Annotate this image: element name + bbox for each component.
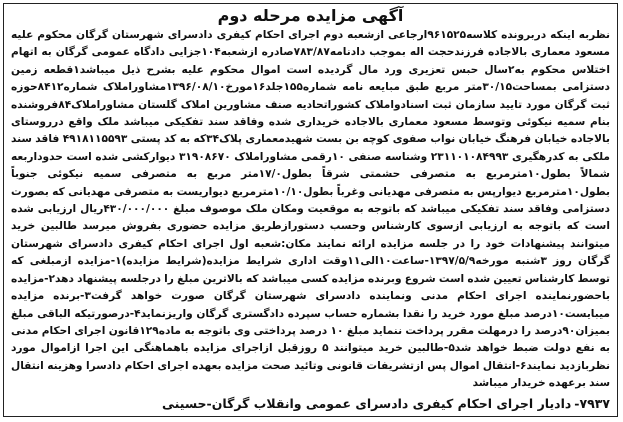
- notice-signature: دادیار اجرای احکام کیفری دادسرای عمومی وانقلاب گرگان-حسینی: [161, 395, 572, 411]
- notice-footer: [11, 394, 610, 414]
- notice-code: ۷۹۳۷-: [574, 395, 610, 411]
- auction-notice: [3, 3, 618, 417]
- notice-body: نظربه اینکه دربرونده کلاسه۹۶۱۵۲۵ارجاعی ازشعبه دوم اجرای احکام کیفری دادسرای شهرستان گرگان محکوم علیه مسعود معماری بالاجاده فرزندحجت اله بموجب دادنامه۷۸۳/۸۷صادره ازشعبه۱۰۴جزایی دادگاه عمومی گرگان به اتهام اختلاس محکوم به۲سال حبس تعزیری ورد مال گردیده است اموال محکوم علیه بشرح ذیل میباشد۱قطعه زمین دستزامی بمساحت۳۰/۱۵متر مربع طبق مبایعه نامه شماره۱۵۵جلد۱۶مورخ۱۳۹۶/۰۸/۱۰مشاوراملاک شماره۸۴۱۲حوزه ثبت گرگان مورد تایید سازمان ثبت اسنادواملاک کشوراتحادیه صنف مشاورین املاک گلستان مشاوراملاک۸۴فروشنده بنام سمیه نیکوئی وتوسط مسعود معماری بالاجاده خریداری شده وفاقد سند تفکیکی میباشد ملک واقع درروستای بالاجاده خیابان فرهنگ خیابان نواب صفوی کوچه بن بست شهیدمعماری پلاک۳۴که به کد پستی ۴۹۱۸۱۱۵۵۹۳ فاقد سند ملکی به کدرهگیری ۲۳۱۱۰۱۰۸۴۹۹۳ وشناسه صنفی ۱۰رقمی مشاوراملاک ۳۱۹۰۸۶۷۰ دیوارکشی شده است حدوداربعه شمالاً بطول۱۰مترمربع به متصرفی حشمتی شرقاً بطول۱۷/۰متر مربع به متصرفی سمیه نیکوئی جنوباً بطول۱۰مترمربع دیوارپس به متصرفی مهدیانی وغرباً بطول۱۰/۱۰مترمربع دیواریست به متصرفی مهدیانی که بصورت دستزامی وفاقد سند تفکیکی میباشد که باتوجه به موقعیت ومکان ملک موصوف مبلغ ۴۳۰/۰۰۰/۰۰۰ریال ارزیابی شده است که باتوجه به ارزیابی ازسوی کارشناس وحسب دستورازطریق مزایده حضوری بفروش میرسد طالبین خرید میتوانند پیشنهادات خود را در جلسه مزایده ارائه نمایند مکان:شعبه اول اجرای احکام کیفری دادسرای شهرستان گرگان روز ۳شنبه مورخه۱۳۹۷/۵/۹-ساعت۱۰الی۱۱وقت اداری شرایط مزایده(شرایط مزایده)۱-مزایده ازمبلغی که توسط کارشناس تعیین شده است شروع وبرنده مزایده کسی میباشد که بالاترین مبلغ را درجلسه پیشنهاد دهد۲-مزایده باحضورنماینده اجرای احکام مدنی ونماینده دادسرای شهرستان گرگان صورت خواهد گرفت۳-برنده مزایده میبایست۱۰درصد مبلغ مورد خرید را نقدا بشماره حساب سپرده دادگستری گرگان واریزنماید۴-درصورتیکه الباقی مبلغ بمیزان۹۰درصد را درمهلت مقرر پرداخت ننماید مبلغ ۱۰ درصد پرداختی وی باتوجه به ماده۱۲۹قانون اجرای احکام مدنی به نفع دولت ضبط خواهد شد۵-طالبین خرید میتوانند ۵ روزقبل ازاجرای مزایده باهماهنگی این اجرا ازاموال مورد نظربازدید نمایند۶-انتقال اموال پس ازتشریفات قانونی وتائید صحت مزایده بعهده اجرای احکام دادسرا وهزینه انتقال سند برعهده خریدار میباشد: [11, 29, 611, 390]
- notice-title: آگهی مزایده مرحله دوم: [217, 6, 404, 25]
